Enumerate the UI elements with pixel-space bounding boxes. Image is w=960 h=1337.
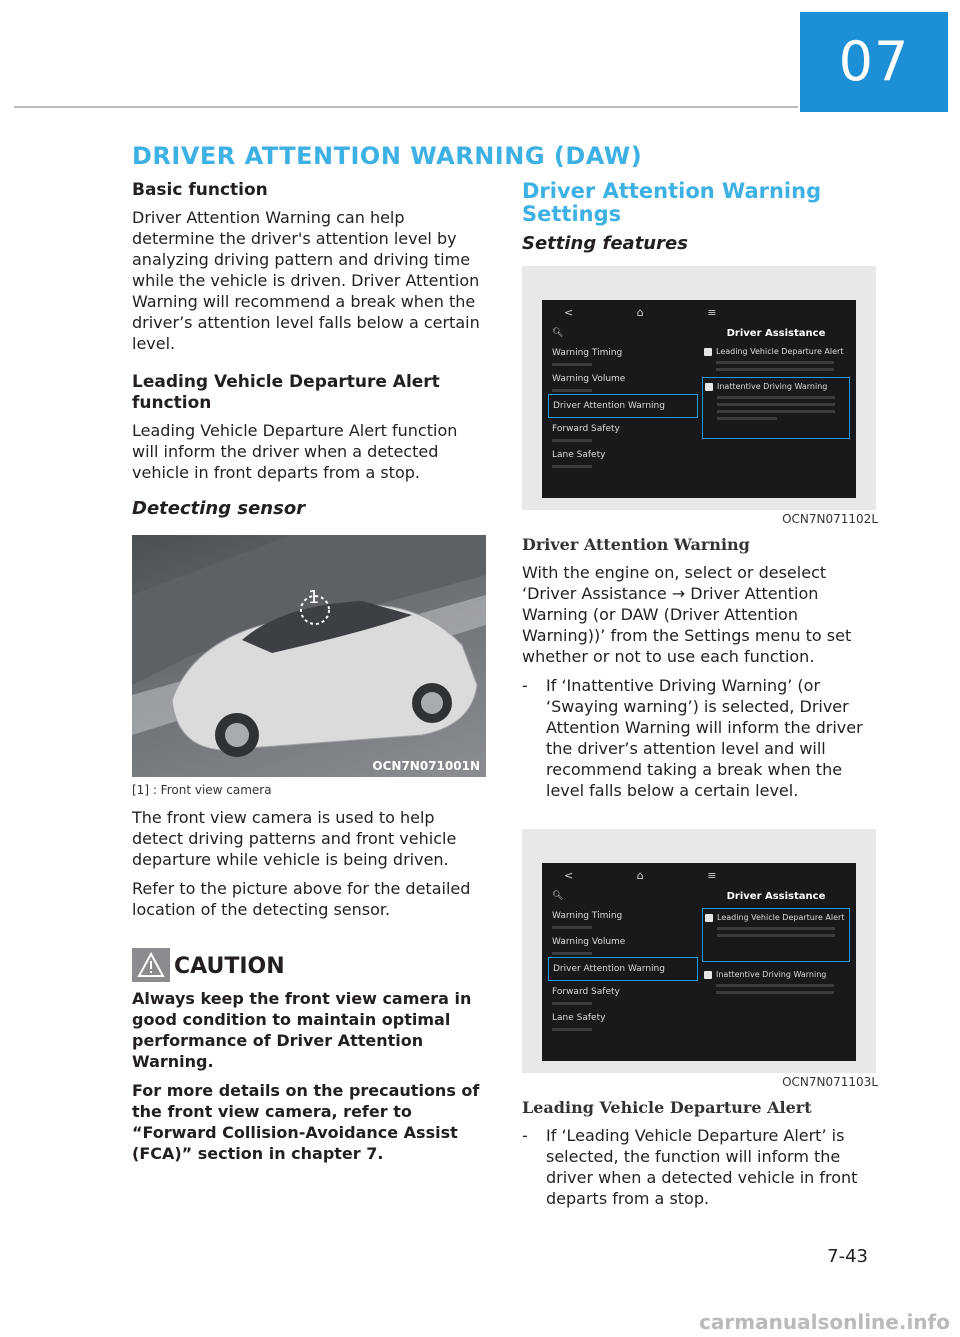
right-column <box>522 180 878 1209</box>
lvda-function-text: Leading Vehicle Departure Alert function will inform the driver when a detected vehicle in front departs from a stop. <box>132 421 458 482</box>
option-inattentive: Inattentive Driving Warning <box>703 382 847 420</box>
menu-icon: ≡ <box>707 869 747 882</box>
basic-function-text: Driver Attention Warning can help determine the driver's attention level by analyzing driving pattern and driving time while the vehicle is driven. Driver Attention Warning will recommend a break when the driver’s attention level falls below a certain level. <box>132 208 480 353</box>
setting-features-heading: Setting features <box>522 233 688 254</box>
figure-code-2: OCN7N071103L <box>782 1075 878 1089</box>
daw-heading: Driver Attention Warning <box>522 535 750 554</box>
menu-lane-safety: Lane Safety <box>548 1007 698 1033</box>
menu-warning-timing: Warning Timing <box>548 905 698 931</box>
screen-menu-list <box>548 885 698 1033</box>
section-title: DRIVER ATTENTION WARNING (DAW) <box>132 142 643 170</box>
menu-forward-safety: Forward Safety <box>548 981 698 1007</box>
option-highlight-box <box>702 908 850 962</box>
checkbox-icon <box>704 348 712 356</box>
lvda-list-item: - If ‘Leading Vehicle Departure Alert’ is selected, the function will inform the driver when a detected vehicle in front departs from a stop. <box>522 1126 858 1208</box>
caution-header <box>132 948 488 988</box>
sensor-text-2: Refer to the picture above for the detailed location of the detecting sensor. <box>132 879 471 919</box>
menu-warning-volume: Warning Volume <box>548 368 698 394</box>
menu-lane-safety: Lane Safety <box>548 444 698 470</box>
option-inattentive: Inattentive Driving Warning <box>702 970 850 994</box>
car-illustration <box>132 535 486 777</box>
figure-code-1: OCN7N071102L <box>782 512 878 526</box>
lvda-function-heading: Leading Vehicle Departure Alert function <box>132 372 440 413</box>
checkbox-icon <box>705 914 713 922</box>
figure-code: OCN7N071001N <box>372 759 480 773</box>
menu-icon: ≡ <box>707 306 747 319</box>
search-icon: 🔍︎ <box>552 328 564 338</box>
home-icon: ⌂ <box>636 306 674 319</box>
left-column <box>132 180 488 1172</box>
search-icon: 🔍︎ <box>552 891 564 901</box>
back-icon: < <box>564 869 604 882</box>
home-icon: ⌂ <box>636 869 674 882</box>
screen-menu-list <box>548 322 698 470</box>
checkbox-icon <box>704 971 712 979</box>
page-number: 7-43 <box>827 1246 868 1267</box>
back-icon: < <box>564 306 604 319</box>
settings-heading: Driver Attention Warning Settings <box>522 179 822 226</box>
menu-driver-attention-warning: Driver Attention Warning <box>548 957 698 981</box>
warning-triangle-icon <box>132 948 170 982</box>
infotainment-screen <box>542 300 856 498</box>
car-camera-figure <box>132 535 486 777</box>
daw-text: With the engine on, select or deselect ‘Driver Assistance → Driver Attention Warning (or DAW (Driver Attention Warning))’ from the Settings menu to set whether or not to use each function. <box>522 563 852 666</box>
settings-screen-figure-2 <box>522 829 876 1073</box>
settings-screen-figure-1 <box>522 266 876 510</box>
screen-nav-icons <box>564 306 746 319</box>
lvda-heading: Leading Vehicle Departure Alert <box>522 1098 812 1117</box>
panel-title: Driver Assistance <box>726 891 826 902</box>
caution-text-1: Always keep the front view camera in good condition to maintain optimal performance of Driver Attention Warning. <box>132 989 472 1071</box>
menu-forward-safety: Forward Safety <box>548 418 698 444</box>
figure-marker: 1 <box>308 587 320 608</box>
chapter-number: 07 <box>838 30 910 93</box>
detecting-sensor-heading: Detecting sensor <box>132 498 306 519</box>
option-highlight-box <box>702 377 850 439</box>
screen-option-panel <box>702 322 850 439</box>
watermark: carmanualsonline.info <box>699 1310 950 1334</box>
option-lvda: Leading Vehicle Departure Alert <box>703 913 847 937</box>
figure-caption: [1] : Front view camera <box>132 783 272 797</box>
header-rule <box>14 106 798 108</box>
menu-warning-volume: Warning Volume <box>548 931 698 957</box>
menu-warning-timing: Warning Timing <box>548 342 698 368</box>
sensor-text-1: The front view camera is used to help detect driving patterns and front vehicle departure while vehicle is being driven. <box>132 808 457 869</box>
screen-option-panel <box>702 885 850 994</box>
screen-nav-icons <box>564 869 746 882</box>
chapter-tab <box>800 12 948 112</box>
caution-text-2: For more details on the precautions of the front view camera, refer to “Forward Collision-Avoidance Assist (FCA)” section in chapter 7. <box>132 1081 480 1163</box>
menu-driver-attention-warning: Driver Attention Warning <box>548 394 698 418</box>
daw-list-item: - If ‘Inattentive Driving Warning’ (or ‘Swaying warning’) is selected, Driver Attention Warning will inform the driver the driver’s attention level and will recommend taking a break when the level falls below a certain level. <box>522 676 863 800</box>
caution-label: CAUTION <box>174 954 285 979</box>
infotainment-screen <box>542 863 856 1061</box>
panel-title: Driver Assistance <box>726 328 826 339</box>
basic-function-heading: Basic function <box>132 180 268 200</box>
checkbox-icon <box>705 383 713 391</box>
option-lvda: Leading Vehicle Departure Alert <box>702 347 850 371</box>
